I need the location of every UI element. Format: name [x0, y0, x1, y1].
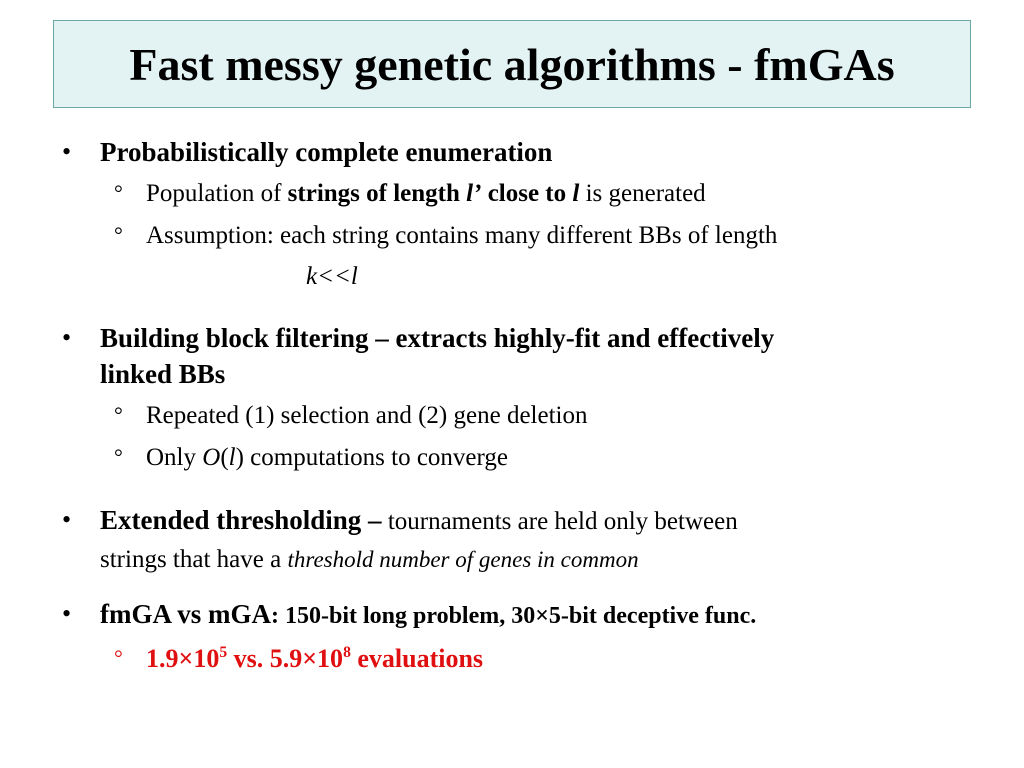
big-o-symbol: O — [202, 444, 221, 471]
bullet-heading-line1: Building block filtering – extracts highly-fit and effectively — [100, 323, 775, 353]
bullet-building-block-filtering — [62, 320, 960, 392]
bullet-rest-line1: tournaments are held only between — [381, 508, 738, 535]
bullet-heading-line2: linked BBs — [100, 359, 226, 389]
sub-bullet-text: Repeated (1) selection and (2) gene deletion — [146, 402, 588, 429]
sub-bullet-assumption — [114, 219, 966, 253]
sub-bullet-icon: ° — [114, 222, 123, 247]
paren-open: ( — [220, 444, 229, 471]
bullet-extended-thresholding — [62, 502, 960, 578]
sub-bullet-bold-italic-l: l — [572, 180, 580, 207]
sub-bullet-icon: ° — [114, 402, 123, 427]
evaluation-a: 1.9×10 — [146, 644, 220, 673]
sub-bullet-icon: ° — [114, 180, 123, 205]
sub-bullet-repeated-selection — [114, 399, 966, 433]
bullet-heading: Extended thresholding – — [100, 505, 382, 535]
sub-bullet-icon: ° — [114, 645, 123, 670]
sub-bullet-text-post: ) computations to converge — [235, 444, 508, 471]
sub-bullet-text: Assumption: each string contains many different BBs of length — [146, 222, 778, 249]
bullet-line2-italic: threshold number of genes in common — [287, 547, 639, 572]
sub-bullet-text-pre: Only — [146, 444, 203, 471]
assumption-continuation: k<<l — [306, 263, 358, 290]
bullet-icon: • — [62, 599, 72, 628]
sub-bullet-computations — [114, 441, 966, 475]
sub-bullet-bold-text: strings of length — [287, 180, 467, 207]
italic-l: l — [228, 444, 236, 471]
sub-bullet-bold-italic-l-prime: l’ — [466, 180, 482, 207]
bullet-fmga-vs-mga — [62, 596, 960, 634]
bullet-icon: • — [62, 137, 72, 166]
sub-bullet-bold-close-to: close to — [481, 180, 573, 207]
sub-bullet-evaluations — [114, 642, 966, 676]
bullet-heading: fmGA vs mGA — [100, 599, 271, 629]
evaluation-mid: vs. 5.9×10 — [227, 644, 344, 673]
bullet-icon: • — [62, 323, 72, 352]
title-box — [53, 20, 971, 108]
evaluation-a-exponent: 5 — [219, 643, 228, 661]
sub-bullet-icon: ° — [114, 444, 123, 469]
evaluation-b-exponent: 8 — [343, 643, 351, 661]
evaluation-post: evaluations — [350, 644, 484, 673]
bullet-heading: Probabilistically complete enumeration — [100, 137, 553, 167]
sub-bullet-text-post: is generated — [579, 180, 706, 207]
slide-title: Fast messy genetic algorithms - fmGAs — [129, 38, 895, 90]
sub-bullet-population — [114, 177, 966, 211]
sub-bullet-text-pre: Population of — [146, 180, 288, 207]
bullet-probabilistic-enumeration — [62, 134, 960, 170]
bullet-rest: : 150-bit long problem, 30×5-bit deceptive func. — [271, 603, 757, 629]
bullet-icon: • — [62, 505, 72, 534]
bullet-line2-pre: strings that have a — [100, 546, 288, 573]
